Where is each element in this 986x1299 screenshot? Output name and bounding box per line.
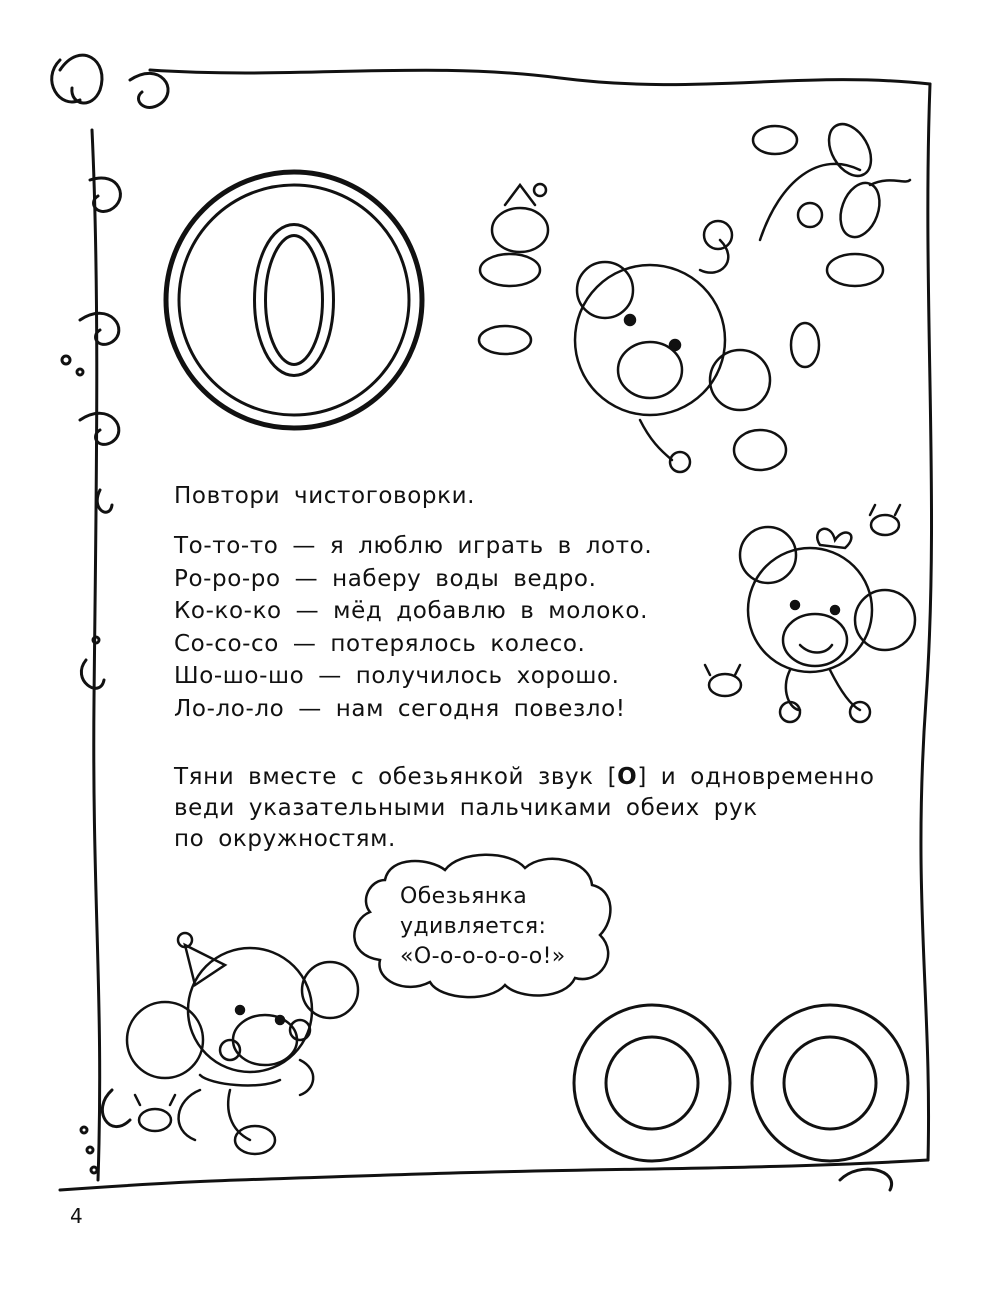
monkey-hanging-illustration xyxy=(479,117,910,472)
bubble-line-2: удивляется: xyxy=(400,914,547,939)
monkey-with-bow-illustration xyxy=(705,505,915,722)
task-line-2: веди указательными пальчиками обеих рук xyxy=(174,795,758,821)
bubble-line-3: «О-о-о-о-о-о!» xyxy=(400,944,566,969)
task-before: Тяни вместе с обезьянкой звук [ xyxy=(174,764,618,790)
list-item: Со-со-со — потерялось колесо. xyxy=(174,630,586,657)
big-letter-o-icon xyxy=(166,172,422,428)
bubble-line-1: Обезьянка xyxy=(400,884,528,909)
task-line-3: по окружностям. xyxy=(174,826,396,852)
tongue-twisters-list xyxy=(174,530,652,725)
list-item: То-то-то — я люблю играть в лото. xyxy=(174,533,653,559)
task-line-1 xyxy=(174,762,934,793)
instruction-text: Повтори чистоговорки. xyxy=(174,483,476,509)
speech-bubble-text xyxy=(400,882,566,972)
list-item: Шо-шо-шо — получилось хорошо. xyxy=(174,663,620,689)
task-after: ] и одновременно xyxy=(637,764,875,790)
task-instruction xyxy=(174,762,934,855)
sound-letter: О xyxy=(617,764,638,790)
list-item: Ко-ко-ко — мёд добавлю в молоко. xyxy=(174,598,648,624)
page-number: 4 xyxy=(70,1204,83,1228)
tracing-circles-icon xyxy=(574,1005,908,1161)
monkey-party-hat-illustration xyxy=(127,933,358,1154)
list-item: Ло-ло-ло — нам сегодня повезло! xyxy=(174,695,626,722)
list-item: Ро-ро-ро — наберу воды ведро. xyxy=(174,565,597,592)
